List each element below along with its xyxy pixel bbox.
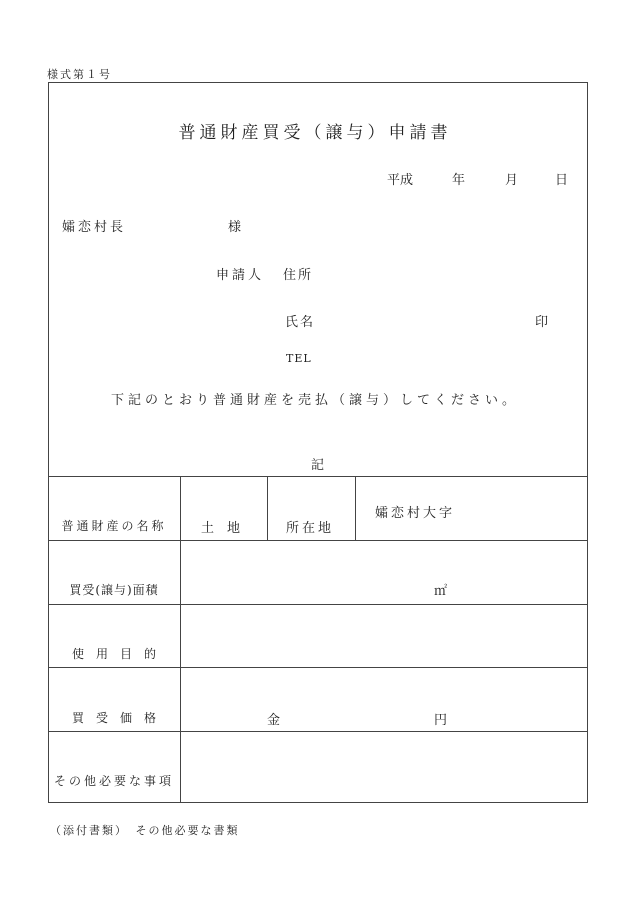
date-era: 平成: [387, 173, 414, 188]
location-value: 孀恋村大字: [375, 506, 456, 521]
date-day: 日: [555, 173, 569, 188]
table-row-divider: [48, 540, 588, 541]
honorific: 様: [228, 220, 242, 235]
table-row-divider: [48, 731, 588, 732]
price-label: 買 受 価 格: [71, 711, 156, 725]
form-frame: [48, 82, 588, 803]
applicant-label: 申請人: [216, 268, 265, 283]
form-title: 普通財産買受（譲与）申請書: [178, 123, 452, 143]
ki-label: 記: [311, 458, 325, 473]
location-label: 所在地: [286, 521, 335, 536]
other-matters-label: その他必要な事項: [53, 774, 174, 788]
name-label: 氏名: [285, 315, 316, 330]
price-kin: 金: [267, 713, 281, 728]
table-row-divider: [48, 604, 588, 605]
table-top-border: [48, 476, 588, 477]
date-month: 月: [505, 173, 519, 188]
attachments-note: （添付書類） その他必要な書類: [50, 824, 240, 837]
table-column-divider: [267, 476, 268, 540]
property-name-label: 普通財産の名称: [61, 519, 167, 533]
address-label: 住所: [283, 268, 314, 283]
date-year: 年: [452, 173, 466, 188]
price-yen: 円: [434, 713, 448, 728]
property-type-value: 土 地: [201, 521, 241, 536]
table-column-divider: [180, 476, 181, 803]
table-column-divider: [355, 476, 356, 540]
table-row-divider: [48, 667, 588, 668]
purpose-label: 使 用 目 的: [71, 647, 156, 661]
tel-label: TEL: [286, 352, 312, 365]
area-label: 買受(譲与)面積: [69, 583, 159, 597]
request-text: 下記のとおり普通財産を売払（譲与）してください。: [110, 393, 519, 408]
area-unit: ㎡: [434, 584, 448, 599]
seal-mark: 印: [535, 315, 549, 330]
form-number: 様式第１号: [47, 68, 112, 81]
addressee: 孀恋村長: [62, 220, 127, 235]
